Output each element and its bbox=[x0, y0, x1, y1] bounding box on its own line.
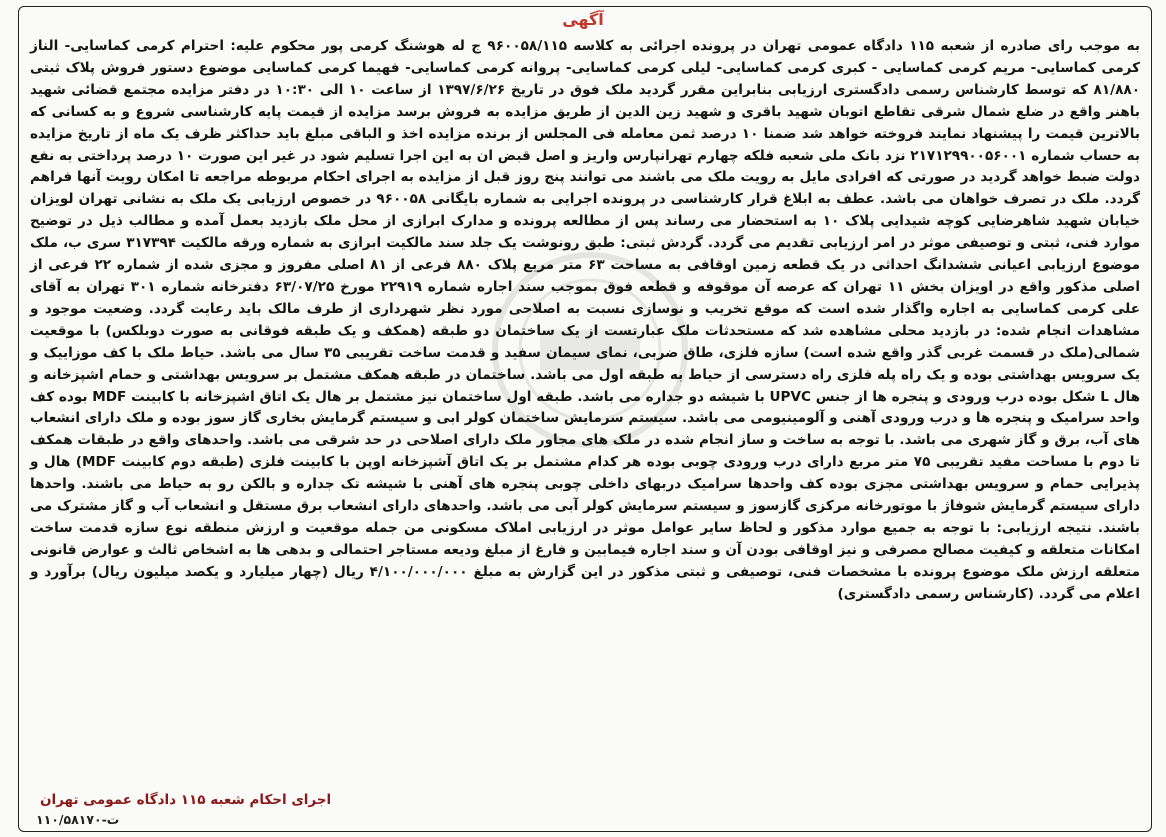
notice-footer bbox=[26, 790, 1140, 826]
notice-title: آگهی bbox=[562, 10, 604, 29]
notice-body: به موجب رای صادره از شعبه ۱۱۵ دادگاه عمومی تهران در پرونده اجرائی به کلاسه ۹۶۰۰۵۸/۱۱۵ ج له هوشنگ کرمی پور محکوم علیه: احترام کرمی کماسایی- الناز کرمی کماسایی- مریم کرمی کماسایی - کبری کرمی کماسایی- لیلی کرمی کماسایی- پروانه کرمی کماسایی- فهیما کرمی کماسایی موضوع دستور فروش پلاک ثبتی ۸۱/۸۸۰ که توسط کارشناس رسمی دادگستری ارزیابی بنابراین مقرر گردید ملک فوق در تاریخ ۱۳۹۷/۶/۲۶ از ساعت ۱۰ الی ۱۰:۳۰ در دفتر مزایده مجتمع قضائی شهید باهنر واقع در ضلع شمال شرقی تقاطع اتوبان شهید باقری و شهید زین الدین از طریق مزایده به فروش برسد مزایده از قیمت پایه کارشناسی شروع و به کسانی که بالاترین قیمت را پیشنهاد نمایند فروخته خواهد شد ضمنا ۱۰ درصد ثمن معامله فی المجلس از برنده مزایده اخذ و الباقی مبلغ باید حداکثر ظرف یک ماه از تاریخ مزایده به حساب شماره ۲۱۷۱۲۹۹۰۰۵۶۰۰۱ نزد بانک ملی شعبه فلکه چهارم تهرانپارس واریز و اصل قبض ان به این اجرا تسلیم شود در غیر این صورت ۱۰ درصد پرداختی به نفع دولت ضبط خواهد گردید در صورتی که افرادی مایل به رویت ملک می باشند می توانند پنج روز قبل از مزایده به اجرای احکام مربوطه مراجعه تا امکان رویت آنها فراهم گردد. ملک در تصرف خواهان می باشد. عطف به ابلاغ قرار کارشناسی در پرونده اجرایی به شماره بایگانی ۹۶۰۰۵۸ در خصوص ارزیابی یک ملک به نشانی تهران لویزان خیابان شهید شاهرضایی کوچه شیدایی پلاک ۱۰ به استحضار می رساند پس از مطالعه پرونده و مدارک ابرازی از محل ملک بازدید بعمل آمده و مطالب ذیل در توضیح موارد فنی، ثبتی و توصیفی موثر در امر ارزیابی تقدیم می گردد. گردش ثبتی: طبق رونوشت یک جلد سند مالکیت ابرازی به شماره ورقه مالکیت ۳۱۷۳۹۴ سری ب، ملک موضوع ارزیابی اعیانی ششدانگ احداثی در یک قطعه زمین اوقافی به مساحت ۶۳ متر مربع پلاک ۸۸۰ فرعی از ۸۱ اصلی مفروز و مجزی شده از شماره ۲۲ فرعی از اصلی مذکور واقع در اویزان بخش ۱۱ تهران که عرصه آن موقوفه و قطعه فوق بموجب سند اجاره شماره ۲۲۹۱۹ مورخ ۶۳/۰۷/۲۵ دفترخانه شماره ۳۰۱ تهران به آقای علی کرمی کماسایی به اجاره واگذار شده است که موقع تخریب و نوسازی نسبت به اصلاحی مورد نظر شهرداری از طرف مالک باید رعایت گردد. وضعیت موجود و مشاهدات انجام شده: در بازدید محلی مشاهده شد که مستحدثات ملک عبارتست از یک ساختمان دو طبقه (همکف و یک طبقه فوقانی به صورت دوبلکس) با موقعیت شمالی(ملک در قسمت غربی گذر واقع شده است) سازه فلزی، طاق ضربی، نمای سیمان سفید و قدمت ساخت تقریبی ۳۵ سال می باشد. حیاط ملک با کف موزاییک و یک سرویس بهداشتی بوده و یک راه پله فلزی راه دسترسی از حیاط به طبقه اول می باشد. ساختمان در طبقه همکف مشتمل بر سرویس بهداشتی و حمام اشپزخانه و هال L شکل بوده درب ورودی و پنجره ها از جنس UPVC با شیشه دو جداره می باشد. طبقه اول ساختمان نیز مشتمل بر هال یک اتاق اشپزخانه با کابینت MDF بوده کف واحد سرامیک و پنجره ها و درب ورودی آهنی و آلومینیومی می باشد. سیستم سرمایش ساختمان کولر ابی و سیستم گرمایش بخاری گاز سوز بوده و ملک دارای انشعاب های آب، برق و گاز شهری می باشد. با توجه به ساخت و ساز انجام شده در ملک های مجاور ملک دارای اصلاحی در حد شرقی می باشد. واحدهای واقع در طبقات همکف تا دوم با مساحت مفید تقریبی ۷۵ متر مربع دارای درب ورودی چوبی بوده هر کدام مشتمل بر یک اتاق آشپزخانه اوپن با کابینت فلزی (طبقه دوم کابینت MDF) هال و پذیرایی حمام و سرویس بهداشتی مجزی بوده کف واحدها سرامیک دربهای داخلی چوبی پنجره های آهنی با شیشه تک جداره و بالکن رو به حیاط می باشند. واحدها دارای سیستم گرمایش شوفاژ با موتورخانه مرکزی گازسوز و سیستم سرمایش کولر آبی می باشد. واحدهای دارای انشعاب برق مستقل و انشعاب آب و گاز مشترک می باشند. نتیجه ارزیابی: با توجه به جمیع موارد مذکور و لحاظ سایر عوامل موثر در ارزیابی املاک مسکونی من جمله موقعیت و ارزش منطقه نوع سازه قدمت ساخت امکانات متعلقه و کیفیت مصالح مصرفی و نیز اوقافی بودن آن و سند اجاره فیمابین و فارغ از مبلغ ودیعه مستاجر احتمالی و بدهی ها به اشخاص ثالث و عوارض قانونی متعلقه ارزش ملک موضوع پرونده با مشخصات فنی، توصیفی و ثبتی مذکور در این گزارش به مبلغ ۴/۱۰۰/۰۰۰/۰۰۰ ریال (چهار میلیارد و یکصد میلیون ریال) برآورد و اعلام می گردد. (کارشناس رسمی دادگستری) bbox=[30, 38, 1141, 602]
notice-code: ۱۱۰/۵۸۱۷۰-ت bbox=[36, 812, 120, 827]
issuer-office: اجرای احکام شعبه ۱۱۵ دادگاه عمومی تهران bbox=[40, 792, 332, 808]
